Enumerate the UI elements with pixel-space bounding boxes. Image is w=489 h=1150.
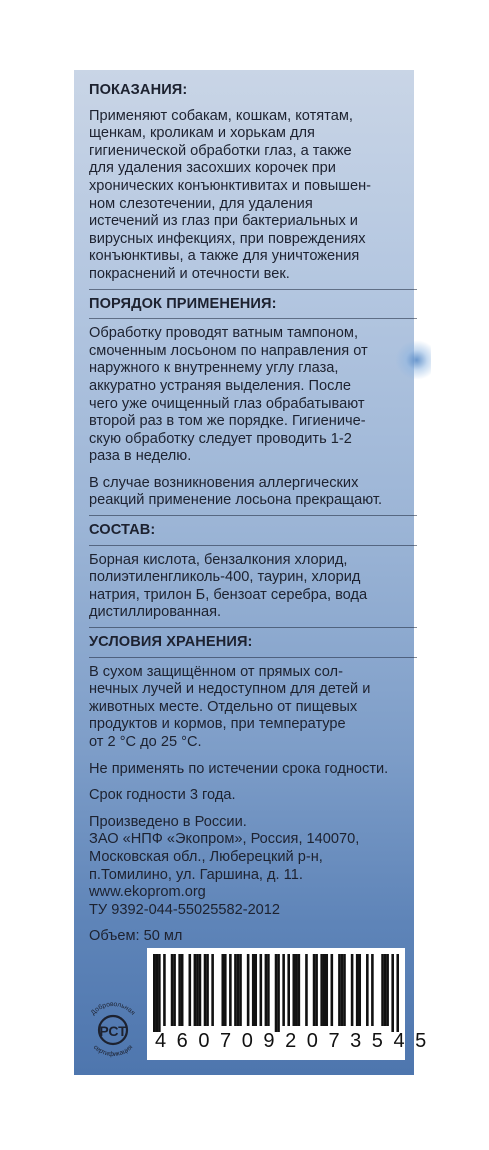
- indications-line: Применяют собакам, кошкам, котятам,: [89, 107, 353, 124]
- cert-bottom-text: сертификация: [91, 1043, 135, 1059]
- barcode-bar: [153, 954, 156, 1032]
- manufacturer-website: www.ekoprom.org: [89, 884, 206, 901]
- barcode-bar: [239, 954, 242, 1026]
- indications-line: покраснений и отечности век.: [89, 265, 290, 282]
- barcode-bar: [315, 954, 318, 1026]
- volume: Объем: 50 мл: [89, 928, 183, 945]
- composition-line: полиэтиленгликоль-400, таурин, хлорид: [89, 569, 361, 586]
- svg-text:Добровольная: [90, 1001, 137, 1017]
- barcode-bar: [356, 954, 359, 1026]
- barcode-bar: [275, 954, 278, 1032]
- label-text-block: [89, 82, 402, 946]
- barcode-bar: [331, 954, 334, 1026]
- storage-text: [89, 664, 402, 752]
- barcode-bar: [358, 954, 361, 1026]
- barcode: [147, 948, 429, 1060]
- usage-line: Обработку проводят ватным тампоном,: [89, 325, 359, 342]
- barcode-bar: [323, 954, 326, 1026]
- indications-line: вирусных инфекциях, при повреждениях: [89, 230, 366, 247]
- section-divider: [89, 515, 417, 516]
- barcode-bar: [351, 954, 354, 1026]
- manufacturer-spec: ТУ 9392-044-55025582-2012: [89, 901, 281, 918]
- barcode-bar: [171, 954, 174, 1026]
- barcode-bar: [320, 954, 323, 1026]
- barcode-bar: [156, 954, 159, 1032]
- barcode-digits: 4 6 0 7 0 9 2 0 7 3 5 4 5: [155, 1030, 429, 1052]
- barcode-bar: [396, 954, 399, 1032]
- indications-heading: ПОКАЗАНИЯ:: [89, 82, 188, 98]
- composition-line: дистиллированная.: [89, 604, 222, 621]
- indications-line: конъюнктивы, а также для уничтожения: [89, 248, 360, 265]
- barcode-bar: [158, 954, 161, 1032]
- barcode-bar: [224, 954, 227, 1026]
- barcode-bars: [153, 954, 399, 1032]
- indications-line: истечений из глаз при бактериальных и: [89, 213, 358, 230]
- indications-line: щенкам, кроликам и хорькам для: [89, 125, 315, 142]
- usage-line: чего уже очищенный глаз обрабатывают: [89, 395, 365, 412]
- barcode-bar: [277, 954, 280, 1032]
- usage-line: смоченным лосьоном по направления от: [89, 342, 368, 359]
- composition-line: натрия, трилон Б, бензоат серебра, вода: [89, 586, 368, 603]
- barcode-bar: [298, 954, 301, 1026]
- barcode-bar: [173, 954, 176, 1026]
- indications-line: для удаления засохших корочек при: [89, 160, 336, 177]
- barcode-bar: [267, 954, 270, 1026]
- section-divider: [89, 318, 417, 319]
- expiry-note: Не применять по истечении срока годности.: [89, 760, 389, 777]
- indications-line: хронических конъюнктивитах и повышен-: [89, 177, 371, 194]
- barcode-bar: [282, 954, 285, 1026]
- storage-line: животных месте. Отдельно от пищевых: [89, 698, 358, 715]
- usage-heading: ПОРЯДОК ПРИМЕНЕНИЯ:: [89, 295, 277, 312]
- usage-line: скую обработку следует проводить 1-2: [89, 430, 352, 447]
- barcode-bar: [260, 954, 263, 1026]
- composition-line: Борная кислота, бензалкония хлорид,: [89, 551, 348, 568]
- barcode-bar: [287, 954, 290, 1026]
- manufacturer-line: ЗАО «НПФ «Экопром», Россия, 140070,: [89, 831, 360, 848]
- section-divider: [89, 289, 417, 290]
- barcode-bar: [206, 954, 209, 1026]
- barcode-bar: [295, 954, 298, 1026]
- barcode-bar: [338, 954, 341, 1026]
- barcode-bar: [371, 954, 374, 1026]
- barcode-bar: [254, 954, 257, 1026]
- barcode-bar: [343, 954, 346, 1026]
- storage-line: нечных лучей и недоступном для детей и: [89, 681, 371, 698]
- barcode-bar: [366, 954, 369, 1026]
- barcode-bar: [252, 954, 255, 1026]
- barcode-bar: [181, 954, 184, 1026]
- allergy-warning: [89, 475, 402, 510]
- section-divider: [89, 627, 417, 628]
- usage-line: В случае возникновения аллергических: [89, 474, 359, 491]
- barcode-bar: [292, 954, 295, 1026]
- barcode-bar: [305, 954, 308, 1026]
- section-divider: [89, 545, 417, 546]
- storage-heading: УСЛОВИЯ ХРАНЕНИЯ:: [89, 634, 253, 651]
- composition-heading: СОСТАВ:: [89, 522, 156, 539]
- manufacturer-info: [89, 814, 402, 920]
- manufacturer-line: Произведено в России.: [89, 813, 247, 830]
- barcode-bar: [325, 954, 328, 1026]
- barcode-bar: [384, 954, 387, 1026]
- storage-line: В сухом защищённом от прямых сол-: [89, 663, 343, 680]
- manufacturer-line: Московская обл., Люберецкий р-н,: [89, 848, 323, 865]
- barcode-bar: [381, 954, 384, 1026]
- cert-mark: РСТ: [99, 1023, 127, 1039]
- barcode-bar: [204, 954, 207, 1026]
- svg-text:сертификация: [92, 1044, 135, 1059]
- usage-line: реакций применение лосьона прекращают.: [89, 492, 382, 509]
- indications-line: гигиенической обработки глаз, а также: [89, 142, 352, 159]
- barcode-bar: [221, 954, 224, 1026]
- section-divider: [89, 657, 417, 658]
- barcode-bar: [313, 954, 316, 1026]
- barcode-bar: [163, 954, 166, 1026]
- barcode-bar: [391, 954, 394, 1032]
- shelf-life: Срок годности 3 года.: [89, 787, 236, 804]
- barcode-bar: [189, 954, 192, 1026]
- barcode-bar: [237, 954, 240, 1026]
- usage-line: аккуратно устраняя выделения. После: [89, 377, 352, 394]
- usage-text: [89, 325, 402, 466]
- barcode-bar: [194, 954, 197, 1026]
- usage-line: второй раз в том же порядке. Гигиениче-: [89, 413, 366, 430]
- usage-line: раза в неделю.: [89, 448, 192, 465]
- barcode-bar: [386, 954, 389, 1026]
- barcode-bar: [247, 954, 250, 1026]
- certification-mark-icon: [80, 995, 146, 1061]
- barcode-bar: [265, 954, 268, 1026]
- barcode-bar: [196, 954, 199, 1026]
- composition-text: [89, 552, 402, 622]
- usage-line: наружного к внутреннему углу глаза,: [89, 360, 339, 377]
- indications-text: [89, 108, 402, 284]
- manufacturer-line: п.Томилино, ул. Гаршина, д. 11.: [89, 866, 303, 883]
- indications-line: ном слезотечении, для удаления: [89, 195, 313, 212]
- barcode-bar: [234, 954, 237, 1026]
- storage-line: от 2 °С до 25 °С.: [89, 734, 202, 750]
- barcode-bar: [229, 954, 232, 1026]
- cert-top-text: Добровольная: [89, 1000, 137, 1017]
- storage-line: продуктов и кормов, при температуре: [89, 716, 346, 733]
- barcode-bar: [199, 954, 202, 1026]
- barcode-bar: [341, 954, 344, 1026]
- barcode-bar: [178, 954, 181, 1026]
- barcode-bar: [211, 954, 214, 1026]
